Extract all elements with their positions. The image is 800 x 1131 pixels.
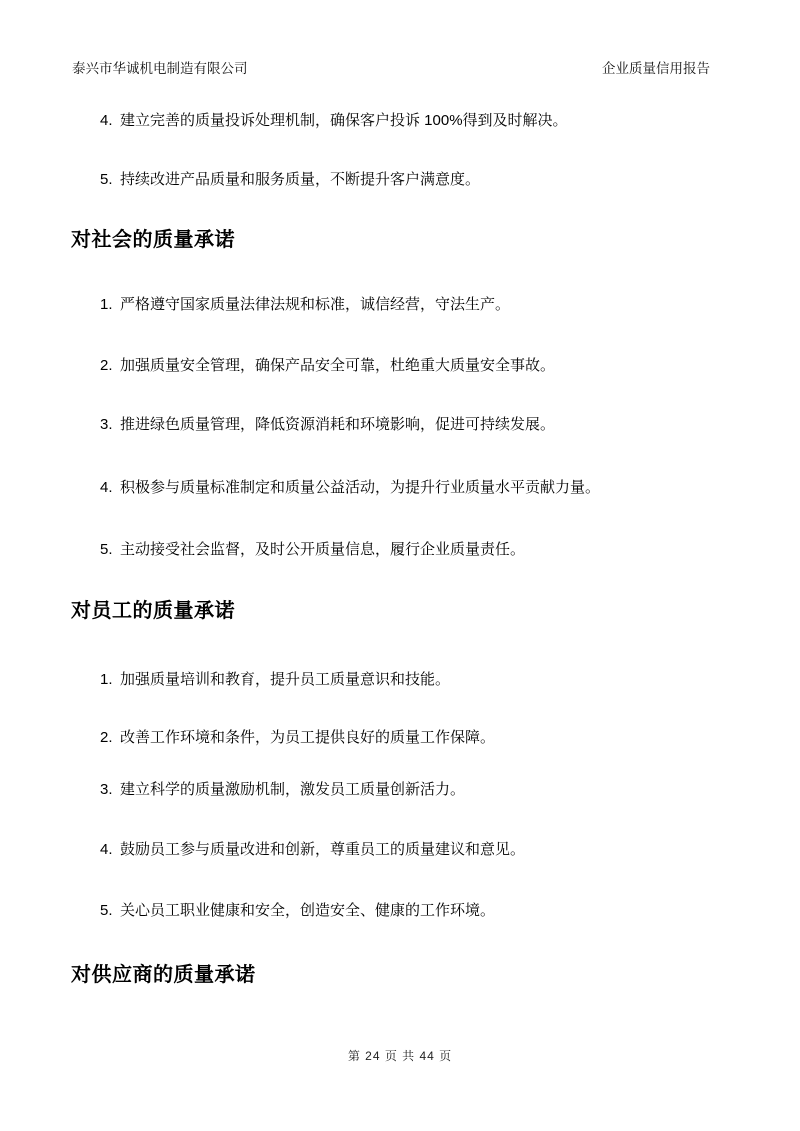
list-item-text: 加强质量安全管理，确保产品安全可靠，杜绝重大质量安全事故。: [120, 357, 556, 374]
list-item: [100, 670, 450, 690]
list-item: [100, 728, 495, 748]
header-report-title: 企业质量信用报告: [602, 61, 710, 76]
list-item-text: 关心员工职业健康和安全，创造安全、健康的工作环境。: [120, 902, 496, 919]
list-item-text: 严格遵守国家质量法律法规和标准，诚信经营，守法生产。: [120, 296, 511, 313]
page-number-footer: 第 24 页 共 44 页: [347, 1049, 453, 1063]
list-item-number: 4.: [100, 841, 113, 858]
list-item: [100, 780, 465, 800]
list-item-number: 4.: [100, 112, 113, 129]
list-item-text: 积极参与质量标准制定和质量公益活动，为提升行业质量水平贡献力量。: [120, 479, 601, 496]
list-item: [100, 356, 555, 376]
section-heading-employees: 对员工的质量承诺: [71, 600, 235, 622]
list-item-number: 1.: [100, 296, 113, 313]
list-item-number: 5.: [100, 171, 113, 188]
list-item-text: 建立完善的质量投诉处理机制，确保客户投诉 100%得到及时解决。: [120, 112, 568, 129]
list-item-number: 3.: [100, 416, 113, 433]
list-item: [100, 111, 568, 131]
list-item: [100, 840, 525, 860]
list-item-text: 持续改进产品质量和服务质量，不断提升客户满意度。: [120, 171, 481, 188]
list-item-text: 推进绿色质量管理，降低资源消耗和环境影响，促进可持续发展。: [120, 416, 556, 433]
list-item-text: 主动接受社会监督，及时公开质量信息，履行企业质量责任。: [120, 541, 526, 558]
list-item-number: 2.: [100, 729, 113, 746]
list-item-text: 鼓励员工参与质量改进和创新，尊重员工的质量建议和意见。: [120, 841, 526, 858]
list-item-number: 5.: [100, 541, 113, 558]
list-item: [100, 295, 510, 315]
list-item: [100, 540, 525, 560]
list-item-number: 5.: [100, 902, 113, 919]
list-item-number: 4.: [100, 479, 113, 496]
list-item: [100, 478, 600, 498]
list-item: [100, 170, 480, 190]
list-item-text: 加强质量培训和教育，提升员工质量意识和技能。: [120, 671, 451, 688]
list-item-number: 1.: [100, 671, 113, 688]
list-item-text: 改善工作环境和条件，为员工提供良好的质量工作保障。: [120, 729, 496, 746]
header-company-name: 泰兴市华诚机电制造有限公司: [72, 61, 248, 76]
section-heading-society: 对社会的质量承诺: [71, 229, 235, 251]
list-item: [100, 901, 495, 921]
list-item-number: 2.: [100, 357, 113, 374]
list-item-number: 3.: [100, 781, 113, 798]
list-item: [100, 415, 555, 435]
list-item-text: 建立科学的质量激励机制，激发员工质量创新活力。: [120, 781, 466, 798]
section-heading-suppliers: 对供应商的质量承诺: [71, 964, 256, 986]
